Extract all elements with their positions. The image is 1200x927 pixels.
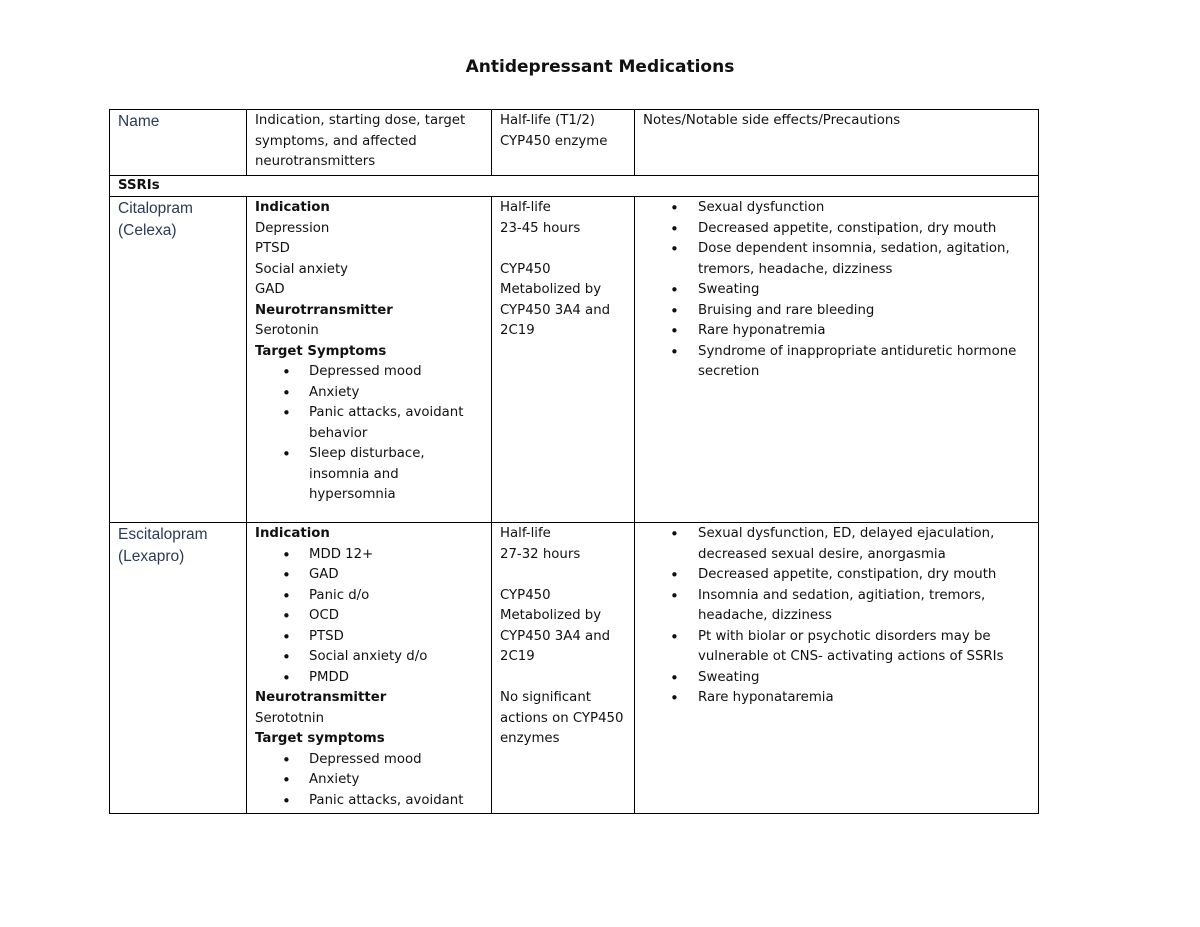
table-row-citalopram <box>110 197 1039 523</box>
notes-list <box>643 198 1030 383</box>
target-symptoms-list <box>255 750 483 812</box>
indication-list <box>255 545 483 689</box>
cyp-label: CYP450 <box>500 261 551 277</box>
drug-name: Citalopram (Celexa) <box>110 197 247 523</box>
list-item: • Bruising and rare bleeding <box>643 301 1030 322</box>
list-item: • Panic d/o <box>255 586 483 607</box>
medication-table <box>109 109 1039 814</box>
indication-cell <box>247 197 492 523</box>
list-item: • MDD 12+ <box>255 545 483 566</box>
header-cyp-label: CYP450 enzyme <box>500 133 608 149</box>
table-row-escitalopram <box>110 523 1039 814</box>
neurotransmitter-label: Neurotrransmitter <box>255 302 393 318</box>
notes-list <box>643 524 1030 709</box>
list-item: • PTSD <box>255 627 483 648</box>
indication-cell <box>247 523 492 814</box>
header-indication: Indication, starting dose, target symptoms, and affected neurotransmitters <box>247 110 492 176</box>
drug-name: Escitalopram (Lexapro) <box>110 523 247 814</box>
list-item: • Pt with biolar or psychotic disorders may be vulnerable ot CNS- activating actions of SSRIs <box>643 627 1030 668</box>
list-item: • Depressed mood <box>255 362 483 383</box>
cyp-value: Metabolized by CYP450 3A4 and 2C19 <box>500 282 611 338</box>
page-title: Antidepressant Medications <box>465 57 735 77</box>
list-item: • Sexual dysfunction <box>643 198 1030 219</box>
indication-item: GAD <box>255 282 285 297</box>
notes-cell <box>635 197 1039 523</box>
halflife-value: 23-45 hours <box>500 220 581 236</box>
list-item: • Dose dependent insomnia, sedation, agitation, tremors, headache, dizziness <box>643 239 1030 280</box>
neurotransmitter-value: Serotonin <box>255 323 319 338</box>
target-symptoms-label: Target symptoms <box>255 731 385 746</box>
section-row <box>110 175 1039 197</box>
list-item: • Sexual dysfunction, ED, delayed ejaculation, decreased sexual desire, anorgasmia <box>643 524 1030 565</box>
list-item: • OCD <box>255 606 483 627</box>
list-item: • Depressed mood <box>255 750 483 771</box>
header-name: Name <box>110 110 247 176</box>
list-item: • Decreased appetite, constipation, dry mouth <box>643 219 1030 240</box>
cyp-value: Metabolized by CYP450 3A4 and 2C19 <box>500 608 611 664</box>
header-notes: Notes/Notable side effects/Precautions <box>635 110 1039 176</box>
neurotransmitter-value: Serototnin <box>255 710 325 726</box>
cyp-label: CYP450 <box>500 587 551 603</box>
halflife-value: 27-32 hours <box>500 546 581 562</box>
list-item: • PMDD <box>255 668 483 689</box>
list-item: • Anxiety <box>255 383 483 404</box>
indication-label: Indication <box>255 526 330 541</box>
list-item: • GAD <box>255 565 483 586</box>
list-item: • Sweating <box>643 668 1030 689</box>
list-item: • Social anxiety d/o <box>255 647 483 668</box>
halflife-label: Half-life <box>500 200 551 215</box>
table-header-row <box>110 110 1039 176</box>
list-item: • Rare hyponataremia <box>643 688 1030 709</box>
indication-label: Indication <box>255 200 330 215</box>
list-item: • Panic attacks, avoidant <box>255 791 483 812</box>
list-item: • Anxiety <box>255 770 483 791</box>
halflife-label: Half-life <box>500 526 551 541</box>
neurotransmitter-label: Neurotransmitter <box>255 690 387 705</box>
target-symptoms-list <box>255 362 483 506</box>
cyp-note: No significant actions on CYP450 enzymes <box>500 690 624 746</box>
list-item: • Sweating <box>643 280 1030 301</box>
target-symptoms-label: Target Symptoms <box>255 343 387 359</box>
list-item: • Panic attacks, avoidant behavior <box>255 403 483 444</box>
indication-item: PTSD <box>255 241 290 256</box>
list-item: • Sleep disturbace, insomnia and hypersomnia <box>255 444 483 506</box>
halflife-cell <box>492 523 635 814</box>
list-item: • Rare hyponatremia <box>643 321 1030 342</box>
list-item: • Syndrome of inappropriate antiduretic hormone secretion <box>643 342 1030 383</box>
notes-cell <box>635 523 1039 814</box>
header-halflife <box>492 110 635 176</box>
halflife-cell <box>492 197 635 523</box>
header-halflife-label: Half-life (T1/2) <box>500 113 595 128</box>
indication-item: Social anxiety <box>255 261 349 277</box>
list-item: • Decreased appetite, constipation, dry mouth <box>643 565 1030 586</box>
indication-item: Depression <box>255 220 330 236</box>
section-label: SSRIs <box>110 175 1039 197</box>
list-item: • Insomnia and sedation, agitiation, tremors, headache, dizziness <box>643 586 1030 627</box>
